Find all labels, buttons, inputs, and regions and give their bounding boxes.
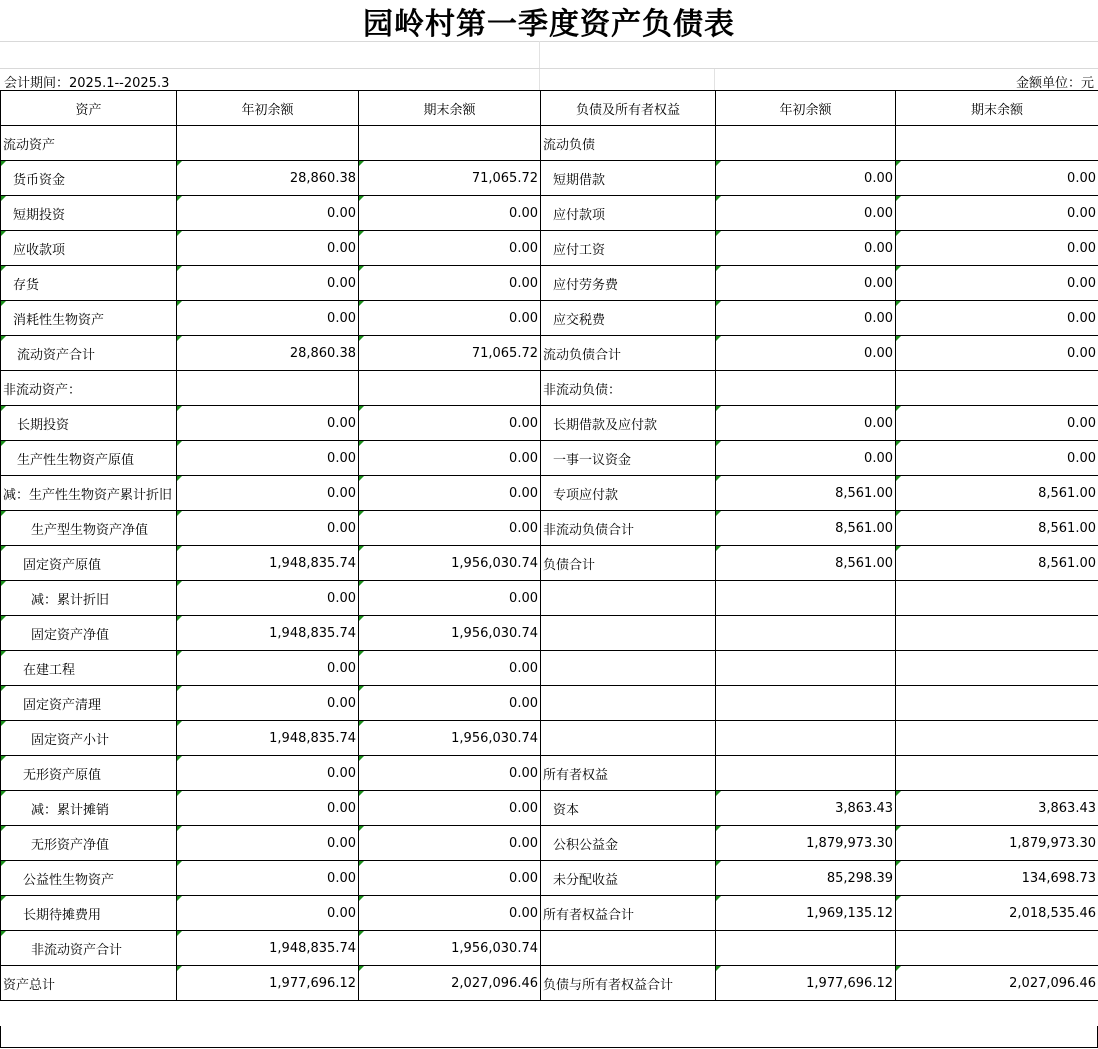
liability-closing-cell[interactable] <box>896 126 1098 161</box>
liability-closing-cell[interactable]: 8,561.00 <box>896 546 1098 581</box>
asset-name-cell[interactable]: 应收款项 <box>1 231 177 266</box>
liability-closing-cell[interactable] <box>896 581 1098 616</box>
asset-name-cell[interactable]: 流动资产合计 <box>1 336 177 371</box>
asset-name-cell[interactable]: 固定资产原值 <box>1 546 177 581</box>
liability-opening-cell[interactable] <box>716 581 896 616</box>
asset-name-cell[interactable]: 流动资产 <box>1 126 177 161</box>
asset-opening-cell[interactable]: 0.00 <box>177 266 359 301</box>
asset-opening-cell[interactable]: 0.00 <box>177 756 359 791</box>
table-row <box>1 826 1098 861</box>
asset-name-cell[interactable]: 长期投资 <box>1 406 177 441</box>
asset-closing-cell[interactable]: 0.00 <box>359 756 541 791</box>
liability-name-cell[interactable]: 应付工资 <box>541 231 716 266</box>
liability-name-cell[interactable]: 一事一议资金 <box>541 441 716 476</box>
asset-closing-cell[interactable]: 0.00 <box>359 231 541 266</box>
liability-opening-cell[interactable]: 1,969,135.12 <box>716 896 896 931</box>
table-row <box>1 546 1098 581</box>
liability-closing-cell[interactable]: 2,018,535.46 <box>896 896 1098 931</box>
balance-sheet-table <box>0 90 1098 1001</box>
asset-closing-cell[interactable]: 0.00 <box>359 441 541 476</box>
asset-closing-cell[interactable]: 1,956,030.74 <box>359 546 541 581</box>
asset-opening-cell[interactable]: 0.00 <box>177 406 359 441</box>
asset-opening-cell[interactable]: 1,948,835.74 <box>177 931 359 966</box>
table-row <box>1 231 1098 266</box>
asset-opening-cell[interactable]: 0.00 <box>177 826 359 861</box>
asset-opening-cell[interactable] <box>177 371 359 406</box>
asset-closing-cell[interactable]: 0.00 <box>359 686 541 721</box>
asset-opening-cell[interactable]: 0.00 <box>177 651 359 686</box>
asset-name-cell[interactable]: 长期待摊费用 <box>1 896 177 931</box>
asset-name-cell[interactable]: 无形资产原值 <box>1 756 177 791</box>
asset-closing-cell[interactable]: 0.00 <box>359 511 541 546</box>
asset-name-cell[interactable]: 公益性生物资产 <box>1 861 177 896</box>
table-row <box>1 301 1098 336</box>
table-row <box>1 161 1098 196</box>
liability-name-cell[interactable]: 未分配收益 <box>541 861 716 896</box>
liability-opening-cell[interactable]: 0.00 <box>716 266 896 301</box>
liability-closing-cell[interactable] <box>896 371 1098 406</box>
asset-closing-cell[interactable]: 0.00 <box>359 581 541 616</box>
liability-closing-cell[interactable]: 0.00 <box>896 266 1098 301</box>
liability-closing-cell[interactable]: 0.00 <box>896 301 1098 336</box>
liability-closing-cell[interactable] <box>896 721 1098 756</box>
liability-closing-cell[interactable] <box>896 616 1098 651</box>
liability-name-cell[interactable]: 负债合计 <box>541 546 716 581</box>
liability-opening-cell[interactable]: 1,977,696.12 <box>716 966 896 1001</box>
table-row <box>1 266 1098 301</box>
liability-name-cell[interactable]: 公积公益金 <box>541 826 716 861</box>
asset-closing-cell[interactable]: 0.00 <box>359 826 541 861</box>
asset-name-cell[interactable]: 固定资产清理 <box>1 686 177 721</box>
table-row <box>1 616 1098 651</box>
asset-closing-cell[interactable]: 0.00 <box>359 266 541 301</box>
asset-opening-cell[interactable]: 28,860.38 <box>177 336 359 371</box>
asset-opening-cell[interactable]: 0.00 <box>177 476 359 511</box>
liability-name-cell[interactable]: 流动负债 <box>541 126 716 161</box>
liability-name-cell[interactable]: 应交税费 <box>541 301 716 336</box>
liability-closing-cell[interactable]: 0.00 <box>896 161 1098 196</box>
liability-opening-cell[interactable] <box>716 616 896 651</box>
liability-opening-cell[interactable]: 1,879,973.30 <box>716 826 896 861</box>
liability-opening-cell[interactable]: 3,863.43 <box>716 791 896 826</box>
header-liability-name: 负债及所有者权益 <box>541 91 716 126</box>
liability-closing-cell[interactable]: 8,561.00 <box>896 476 1098 511</box>
liability-opening-cell[interactable] <box>716 686 896 721</box>
table-row <box>1 476 1098 511</box>
table-row <box>1 406 1098 441</box>
table-row <box>1 966 1098 1001</box>
table-row <box>1 126 1098 161</box>
asset-name-cell[interactable]: 减：累计摊销 <box>1 791 177 826</box>
asset-opening-cell[interactable]: 0.00 <box>177 441 359 476</box>
table-row <box>1 581 1098 616</box>
asset-closing-cell[interactable]: 0.00 <box>359 196 541 231</box>
liability-closing-cell[interactable]: 3,863.43 <box>896 791 1098 826</box>
asset-opening-cell[interactable]: 0.00 <box>177 861 359 896</box>
blank-row <box>0 41 1098 69</box>
liability-opening-cell[interactable] <box>716 931 896 966</box>
asset-opening-cell[interactable]: 0.00 <box>177 791 359 826</box>
footer-row <box>0 1026 1098 1048</box>
asset-closing-cell[interactable]: 71,065.72 <box>359 161 541 196</box>
asset-name-cell[interactable]: 生产性生物资产原值 <box>1 441 177 476</box>
asset-opening-cell[interactable]: 0.00 <box>177 301 359 336</box>
sheet-title: 园岭村第一季度资产负债表 <box>0 0 1098 42</box>
table-row <box>1 931 1098 966</box>
asset-name-cell[interactable]: 生产型生物资产净值 <box>1 511 177 546</box>
table-row <box>1 441 1098 476</box>
asset-closing-cell[interactable]: 0.00 <box>359 651 541 686</box>
liability-closing-cell[interactable]: 0.00 <box>896 406 1098 441</box>
asset-closing-cell[interactable] <box>359 126 541 161</box>
asset-name-cell[interactable]: 资产总计 <box>1 966 177 1001</box>
accounting-period: 会计期间：2025.1--2025.3 <box>4 76 170 91</box>
asset-name-cell[interactable]: 减：累计折旧 <box>1 581 177 616</box>
table-row <box>1 651 1098 686</box>
table-row <box>1 721 1098 756</box>
table-row <box>1 756 1098 791</box>
liability-opening-cell[interactable] <box>716 721 896 756</box>
asset-opening-cell[interactable]: 0.00 <box>177 581 359 616</box>
liability-opening-cell[interactable]: 8,561.00 <box>716 476 896 511</box>
liability-opening-cell[interactable] <box>716 651 896 686</box>
liability-closing-cell[interactable]: 0.00 <box>896 231 1098 266</box>
asset-opening-cell[interactable]: 0.00 <box>177 511 359 546</box>
liability-opening-cell[interactable]: 8,561.00 <box>716 511 896 546</box>
liability-name-cell[interactable]: 所有者权益 <box>541 756 716 791</box>
asset-name-cell[interactable]: 无形资产净值 <box>1 826 177 861</box>
meta-row <box>0 69 1098 90</box>
asset-opening-cell[interactable]: 1,948,835.74 <box>177 546 359 581</box>
header-asset-name: 资产 <box>1 91 177 126</box>
liability-closing-cell[interactable] <box>896 756 1098 791</box>
liability-opening-cell[interactable]: 0.00 <box>716 161 896 196</box>
table-row <box>1 196 1098 231</box>
asset-name-cell[interactable]: 固定资产小计 <box>1 721 177 756</box>
asset-opening-cell[interactable]: 0.00 <box>177 231 359 266</box>
asset-name-cell[interactable]: 存货 <box>1 266 177 301</box>
liability-name-cell[interactable]: 短期借款 <box>541 161 716 196</box>
asset-name-cell[interactable]: 减：生产性生物资产累计折旧 <box>1 476 177 511</box>
liability-opening-cell[interactable]: 8,561.00 <box>716 546 896 581</box>
header-liability-opening: 年初余额 <box>716 91 896 126</box>
table-row <box>1 791 1098 826</box>
asset-name-cell[interactable]: 消耗性生物资产 <box>1 301 177 336</box>
asset-closing-cell[interactable]: 0.00 <box>359 861 541 896</box>
liability-opening-cell[interactable]: 0.00 <box>716 441 896 476</box>
liability-name-cell[interactable] <box>541 616 716 651</box>
liability-name-cell[interactable]: 非流动负债合计 <box>541 511 716 546</box>
table-row <box>1 896 1098 931</box>
liability-name-cell[interactable]: 负债与所有者权益合计 <box>541 966 716 1001</box>
asset-name-cell[interactable]: 短期投资 <box>1 196 177 231</box>
table-row <box>1 336 1098 371</box>
asset-name-cell[interactable]: 货币资金 <box>1 161 177 196</box>
header-liability-closing: 期末余额 <box>896 91 1098 126</box>
liability-opening-cell[interactable]: 0.00 <box>716 196 896 231</box>
asset-opening-cell[interactable]: 28,860.38 <box>177 161 359 196</box>
asset-opening-cell[interactable]: 1,948,835.74 <box>177 721 359 756</box>
liability-name-cell[interactable] <box>541 581 716 616</box>
asset-closing-cell[interactable]: 71,065.72 <box>359 336 541 371</box>
liability-closing-cell[interactable]: 0.00 <box>896 336 1098 371</box>
liability-opening-cell[interactable]: 0.00 <box>716 231 896 266</box>
liability-name-cell[interactable] <box>541 931 716 966</box>
liability-opening-cell[interactable]: 85,298.39 <box>716 861 896 896</box>
liability-closing-cell[interactable] <box>896 686 1098 721</box>
liability-closing-cell[interactable]: 2,027,096.46 <box>896 966 1098 1001</box>
table-row <box>1 511 1098 546</box>
asset-closing-cell[interactable]: 1,956,030.74 <box>359 616 541 651</box>
liability-closing-cell[interactable]: 8,561.00 <box>896 511 1098 546</box>
table-header-row <box>1 91 1098 126</box>
liability-name-cell[interactable]: 非流动负债： <box>541 371 716 406</box>
liability-opening-cell[interactable] <box>716 126 896 161</box>
liability-name-cell[interactable]: 所有者权益合计 <box>541 896 716 931</box>
asset-closing-cell[interactable]: 2,027,096.46 <box>359 966 541 1001</box>
table-row <box>1 686 1098 721</box>
liability-name-cell[interactable] <box>541 721 716 756</box>
asset-opening-cell[interactable]: 0.00 <box>177 896 359 931</box>
asset-opening-cell[interactable]: 1,948,835.74 <box>177 616 359 651</box>
liability-name-cell[interactable]: 资本 <box>541 791 716 826</box>
liability-name-cell[interactable] <box>541 651 716 686</box>
currency-unit: 金额单位：元 <box>1015 76 1094 91</box>
liability-name-cell[interactable]: 应付劳务费 <box>541 266 716 301</box>
liability-closing-cell[interactable]: 0.00 <box>896 196 1098 231</box>
asset-closing-cell[interactable]: 0.00 <box>359 476 541 511</box>
liability-opening-cell[interactable] <box>716 756 896 791</box>
liability-closing-cell[interactable]: 0.00 <box>896 441 1098 476</box>
asset-name-cell[interactable]: 非流动资产： <box>1 371 177 406</box>
liability-opening-cell[interactable]: 0.00 <box>716 301 896 336</box>
asset-opening-cell[interactable]: 0.00 <box>177 196 359 231</box>
liability-closing-cell[interactable] <box>896 931 1098 966</box>
asset-closing-cell[interactable]: 0.00 <box>359 301 541 336</box>
header-asset-closing: 期末余额 <box>359 91 541 126</box>
liability-opening-cell[interactable]: 0.00 <box>716 406 896 441</box>
liability-closing-cell[interactable]: 134,698.73 <box>896 861 1098 896</box>
asset-closing-cell[interactable]: 0.00 <box>359 896 541 931</box>
asset-closing-cell[interactable]: 0.00 <box>359 406 541 441</box>
liability-name-cell[interactable]: 长期借款及应付款 <box>541 406 716 441</box>
table-row <box>1 371 1098 406</box>
asset-closing-cell[interactable]: 1,956,030.74 <box>359 721 541 756</box>
liability-opening-cell[interactable] <box>716 371 896 406</box>
asset-opening-cell[interactable] <box>177 126 359 161</box>
asset-name-cell[interactable]: 非流动资产合计 <box>1 931 177 966</box>
asset-closing-cell[interactable]: 1,956,030.74 <box>359 931 541 966</box>
asset-opening-cell[interactable]: 0.00 <box>177 686 359 721</box>
liability-name-cell[interactable]: 专项应付款 <box>541 476 716 511</box>
asset-name-cell[interactable]: 在建工程 <box>1 651 177 686</box>
table-row <box>1 861 1098 896</box>
asset-closing-cell[interactable] <box>359 371 541 406</box>
asset-opening-cell[interactable]: 1,977,696.12 <box>177 966 359 1001</box>
liability-closing-cell[interactable] <box>896 651 1098 686</box>
asset-name-cell[interactable]: 固定资产净值 <box>1 616 177 651</box>
liability-name-cell[interactable] <box>541 686 716 721</box>
liability-closing-cell[interactable]: 1,879,973.30 <box>896 826 1098 861</box>
liability-name-cell[interactable]: 流动负债合计 <box>541 336 716 371</box>
asset-closing-cell[interactable]: 0.00 <box>359 791 541 826</box>
liability-name-cell[interactable]: 应付款项 <box>541 196 716 231</box>
liability-opening-cell[interactable]: 0.00 <box>716 336 896 371</box>
header-asset-opening: 年初余额 <box>177 91 359 126</box>
